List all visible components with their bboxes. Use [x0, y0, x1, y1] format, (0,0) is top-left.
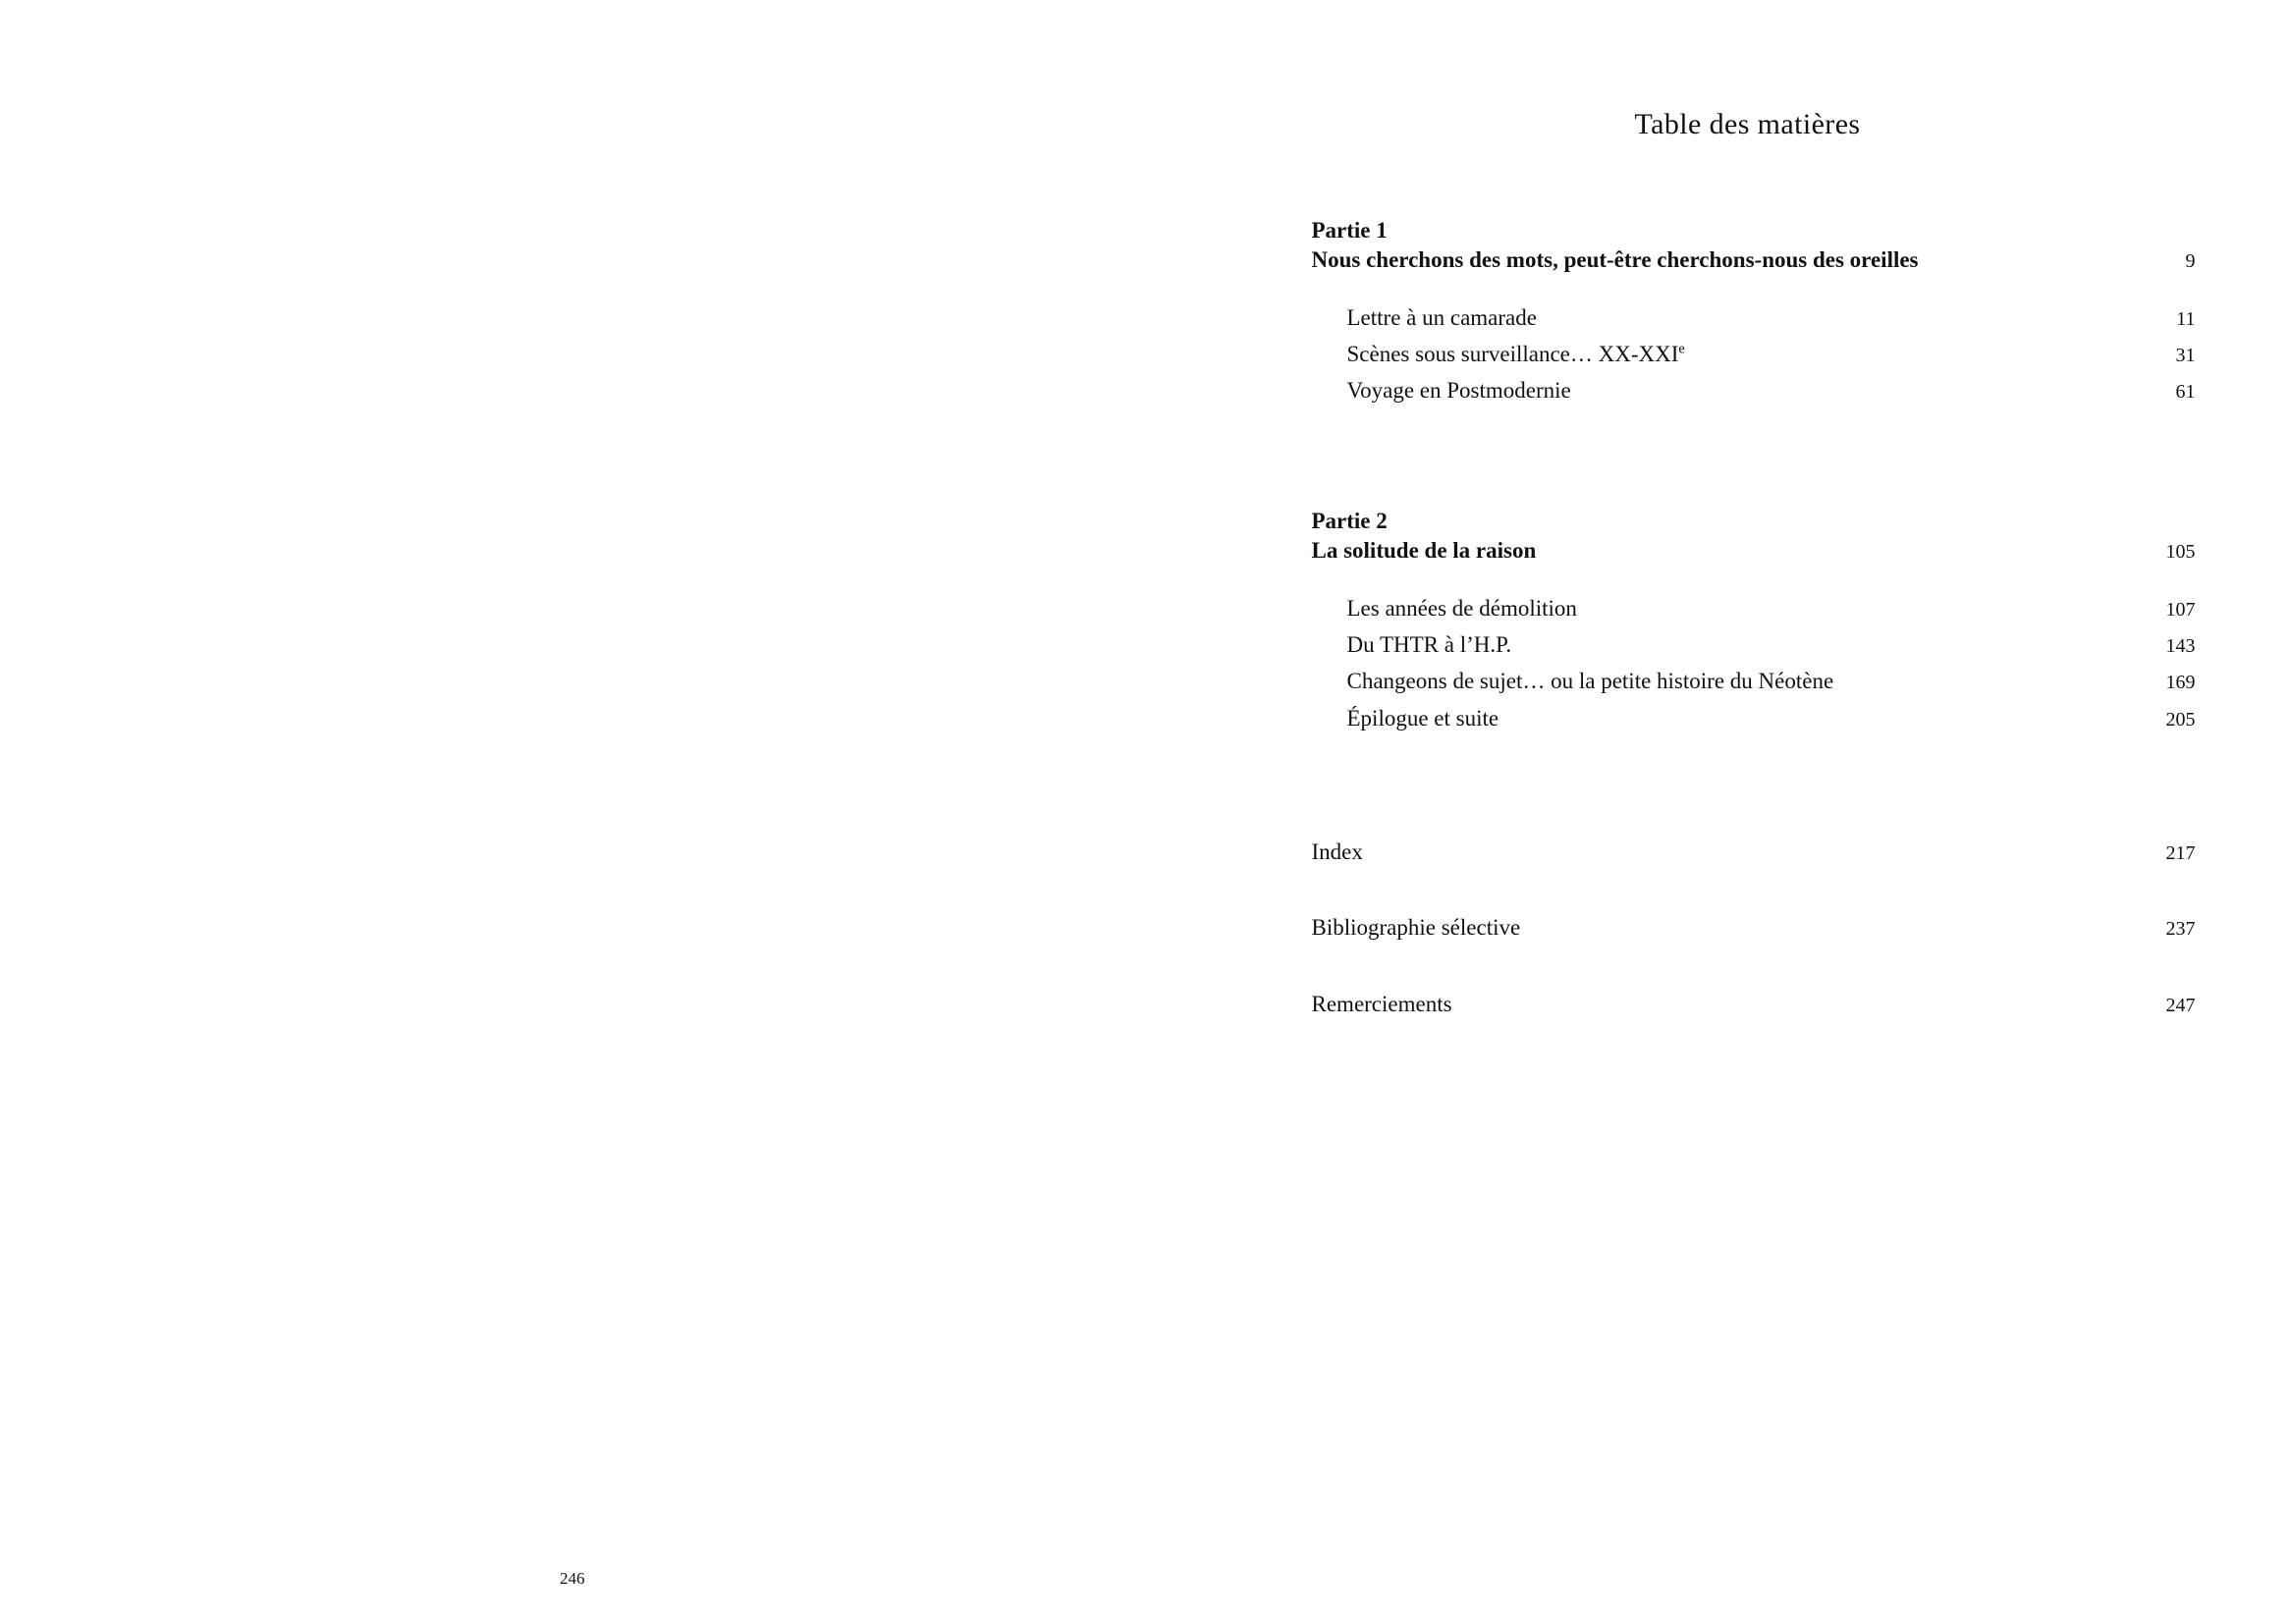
chapter-page-number: 143	[2165, 634, 2196, 657]
part-title-row[interactable]	[1312, 245, 2196, 275]
backmatter-list	[1312, 838, 2196, 1019]
backmatter-row[interactable]	[1312, 913, 2196, 943]
chapter-row[interactable]	[1347, 303, 2196, 333]
chapter-page-number: 11	[2176, 307, 2196, 330]
backmatter-title: Remerciements	[1311, 991, 1452, 1016]
chapter-title-superscript: e	[1678, 341, 1685, 357]
chapter-page-number: 31	[2175, 345, 2196, 367]
toc-parts	[1312, 216, 2196, 733]
part-title-row[interactable]	[1312, 536, 2196, 566]
part-label: Partie 2	[1311, 508, 1388, 533]
part-label: Partie 1	[1311, 218, 1388, 243]
backmatter-row[interactable]	[1312, 990, 2196, 1019]
chapter-row[interactable]	[1347, 704, 2196, 733]
chapter-page-number: 107	[2165, 598, 2196, 621]
page-title: Table des matières	[1634, 108, 1861, 140]
chapter-page-number: 61	[2175, 381, 2196, 404]
chapter-title: Du THTR à l’H.P.	[1346, 631, 1512, 657]
chapter-title	[1347, 340, 1685, 369]
chapter-title-text: Scènes sous surveillance… XX-XXI	[1346, 342, 1679, 367]
chapter-row[interactable]	[1347, 376, 2196, 406]
chapter-page-number: 169	[2165, 672, 2196, 694]
chapter-title: Épilogue et suite	[1346, 705, 1499, 731]
part-title: La solitude de la raison	[1311, 538, 1537, 564]
folio-number: 246	[560, 1569, 585, 1588]
chapter-row[interactable]	[1347, 667, 2196, 696]
part-page-number: 9	[2185, 250, 2196, 273]
chapter-list	[1312, 594, 2196, 733]
chapter-page-number: 205	[2165, 708, 2196, 731]
chapter-title: Changeons de sujet… ou la petite histoire du Néotène	[1346, 669, 1834, 694]
table-of-contents	[1312, 108, 2196, 1065]
page-right-toc	[1145, 0, 2289, 1624]
chapter-row[interactable]	[1347, 630, 2196, 660]
backmatter-page-number: 237	[2165, 918, 2196, 941]
backmatter-title: Index	[1311, 839, 1363, 864]
backmatter-title: Bibliographie sélective	[1311, 915, 1521, 941]
backmatter-row[interactable]	[1312, 838, 2196, 867]
chapter-title: Lettre à un camarade	[1346, 304, 1537, 330]
part-page-number: 105	[2165, 541, 2196, 564]
chapter-row[interactable]	[1347, 340, 2196, 369]
backmatter-page-number: 217	[2165, 841, 2196, 864]
backmatter-page-number: 247	[2165, 994, 2196, 1016]
chapter-title: Les années de démolition	[1346, 595, 1577, 621]
part-title: Nous cherchons des mots, peut-être cherchons-nous des oreilles	[1311, 247, 1919, 273]
toc-part	[1312, 507, 2196, 733]
chapter-title: Voyage en Postmodernie	[1346, 378, 1571, 404]
chapter-list	[1312, 303, 2196, 406]
chapter-row[interactable]	[1347, 594, 2196, 623]
toc-part	[1312, 216, 2196, 406]
